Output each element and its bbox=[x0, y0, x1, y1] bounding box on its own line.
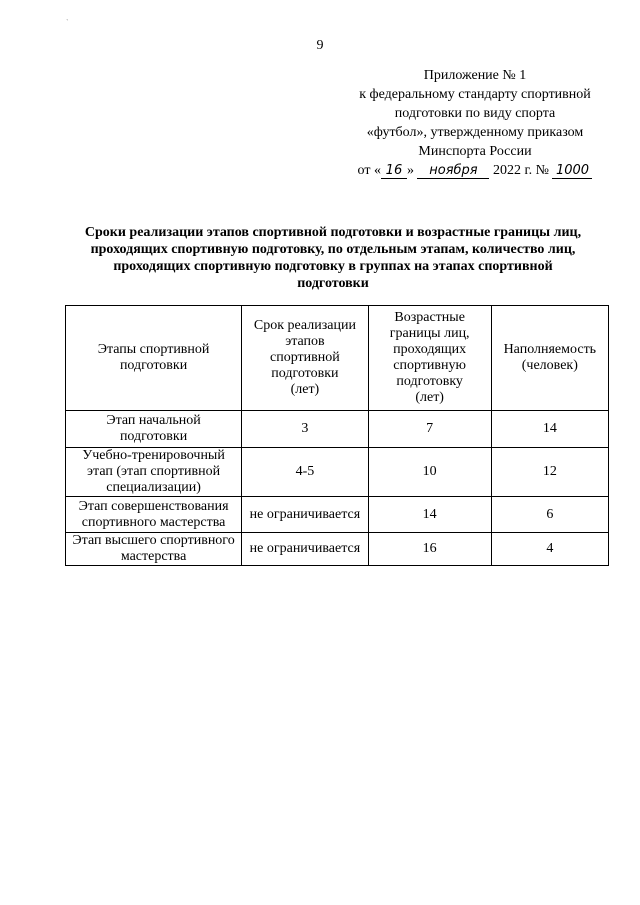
handwritten-day: 16 bbox=[381, 164, 407, 179]
cell-stage bbox=[66, 497, 242, 533]
appendix-line: подготовки по виду спорта bbox=[394, 106, 556, 121]
header-text: Наполняемость bbox=[503, 342, 597, 357]
title-line: проходящих спортивную подготовку, по отдельным этапам, количество лиц, bbox=[90, 242, 576, 257]
cell-stage bbox=[66, 533, 242, 566]
cell-text: Учебно-тренировочный bbox=[82, 448, 225, 463]
header-stage bbox=[66, 306, 242, 411]
appendix-line: к федеральному стандарту спортивной bbox=[359, 87, 591, 102]
header-capacity bbox=[491, 306, 608, 411]
page-number: 9 bbox=[316, 38, 324, 53]
appendix-line: Приложение № 1 bbox=[423, 68, 527, 83]
date-year: 2022 г. № bbox=[492, 163, 549, 178]
header-text: подготовки bbox=[119, 358, 188, 373]
table-header-row bbox=[66, 306, 609, 411]
header-text: проходящих bbox=[393, 342, 467, 357]
header-text: спортивную bbox=[393, 358, 466, 373]
header-text: этапов bbox=[285, 334, 325, 349]
cell-text: подготовки bbox=[119, 429, 188, 444]
header-text: (человек) bbox=[521, 358, 578, 373]
header-text: (лет) bbox=[415, 390, 444, 405]
table-row bbox=[66, 411, 609, 448]
header-duration bbox=[242, 306, 369, 411]
header-text: спортивной bbox=[270, 350, 340, 365]
cell-age: 14 bbox=[368, 497, 491, 533]
handwritten-month: ноября bbox=[417, 164, 489, 179]
header-text: Возрастные bbox=[394, 310, 465, 325]
cell-duration: не ограничивается bbox=[242, 497, 369, 533]
cell-age: 16 bbox=[368, 533, 491, 566]
order-date-line bbox=[340, 161, 610, 180]
title-line: проходящих спортивную подготовку в группах на этапах спортивной bbox=[113, 259, 553, 274]
header-age bbox=[368, 306, 491, 411]
title-line: Сроки реализации этапов спортивной подготовки и возрастные границы лиц, bbox=[84, 225, 582, 240]
cell-text: Этап высшего спортивного bbox=[72, 533, 235, 548]
cell-capacity: 6 bbox=[491, 497, 608, 533]
handwritten-order-number: 1000 bbox=[552, 164, 592, 179]
title-line: подготовки bbox=[297, 276, 369, 291]
header-text: подготовку bbox=[396, 374, 463, 389]
appendix-header bbox=[340, 66, 610, 180]
scan-mark: ` bbox=[66, 18, 69, 27]
cell-duration: не ограничивается bbox=[242, 533, 369, 566]
header-text: Срок реализации bbox=[253, 318, 356, 333]
header-text: границы лиц, bbox=[389, 326, 470, 341]
cell-stage bbox=[66, 448, 242, 497]
cell-text: Этап начальной bbox=[106, 413, 201, 428]
cell-text: этап (этап спортивной bbox=[87, 464, 221, 479]
cell-text: мастерства bbox=[120, 549, 187, 564]
cell-text: спортивного мастерства bbox=[81, 514, 226, 530]
date-prefix: от « bbox=[357, 163, 381, 178]
date-mid: » bbox=[406, 163, 414, 178]
header-text: Этапы спортивной bbox=[97, 342, 210, 357]
cell-age: 10 bbox=[368, 448, 491, 497]
cell-text: специализации) bbox=[106, 480, 201, 495]
cell-capacity: 14 bbox=[491, 411, 608, 448]
table-row bbox=[66, 448, 609, 497]
header-text: (лет) bbox=[290, 382, 320, 397]
cell-capacity: 4 bbox=[491, 533, 608, 566]
cell-age: 7 bbox=[368, 411, 491, 448]
cell-duration: 4-5 bbox=[242, 448, 369, 497]
training-stages-table bbox=[65, 305, 609, 566]
header-text: подготовки bbox=[271, 366, 339, 381]
cell-duration: 3 bbox=[242, 411, 369, 448]
cell-capacity: 12 bbox=[491, 448, 608, 497]
cell-text: Этап совершенствования bbox=[78, 498, 229, 514]
section-title bbox=[62, 224, 604, 292]
appendix-line: «футбол», утвержденному приказом bbox=[366, 125, 584, 140]
cell-stage bbox=[66, 411, 242, 448]
table-row bbox=[66, 497, 609, 533]
appendix-line: Минспорта России bbox=[418, 144, 532, 159]
table-row bbox=[66, 533, 609, 566]
